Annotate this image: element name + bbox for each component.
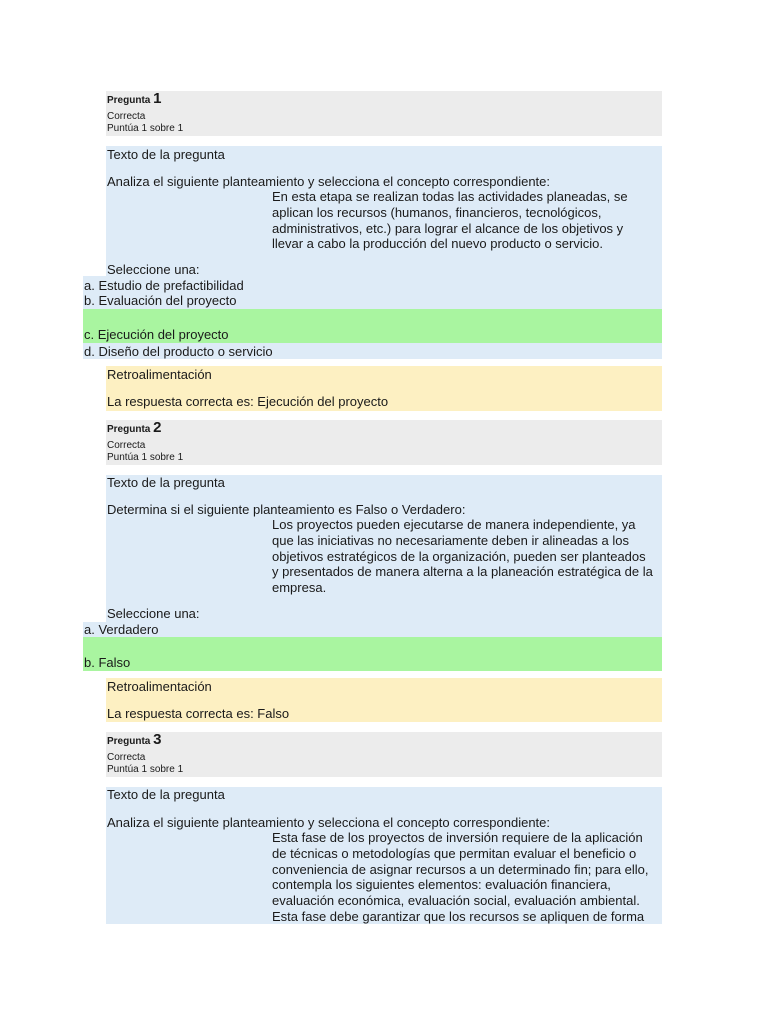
answer-option-a[interactable]: a. Estudio de prefactibilidad [84, 278, 244, 293]
statement-line: de técnicas o metodologías que permitan evaluar el beneficio o [272, 845, 637, 861]
feedback-text: La respuesta correcta es: Ejecución del proyecto [107, 394, 389, 409]
question-prompt: Determina si el siguiente planteamiento es Falso o Verdadero: [107, 502, 466, 517]
statement-line: aplican los recursos (humanos, financieros, tecnológicos, [272, 204, 602, 220]
question-statement [272, 189, 662, 252]
question-text-heading: Texto de la pregunta [107, 787, 225, 802]
question-label: Pregunta [107, 424, 151, 435]
statement-line: y presentados de manera alterna a la planeación estratégica de la [272, 564, 653, 580]
question-state: Correcta [107, 440, 146, 451]
question-statement [272, 830, 662, 925]
select-prompt: Seleccione una: [107, 262, 200, 277]
question-text-heading: Texto de la pregunta [107, 475, 225, 490]
statement-line: contempla los siguientes elementos: evaluación financiera, [272, 877, 611, 893]
question-prompt: Analiza el siguiente planteamiento y selecciona el concepto correspondiente: [107, 815, 551, 830]
answer-option-a[interactable]: a. Verdadero [84, 622, 159, 637]
question-number: 3 [153, 731, 162, 748]
question-grade: Puntúa 1 sobre 1 [107, 123, 184, 134]
question-prompt: Analiza el siguiente planteamiento y selecciona el concepto correspondiente: [107, 174, 551, 189]
statement-line: empresa. [272, 580, 327, 596]
question-1-info [106, 91, 662, 136]
statement-line: evaluación económica, evaluación social, evaluación ambiental. [272, 893, 640, 909]
question-text-heading: Texto de la pregunta [107, 147, 225, 162]
answer-option-b[interactable]: b. Falso [84, 655, 131, 670]
statement-line: Esta fase de los proyectos de inversión requiere de la aplicación [272, 830, 643, 845]
question-3-header [107, 731, 162, 748]
statement-line: que las iniciativas no necesariamente deben ir alineadas a los [272, 532, 629, 548]
question-grade: Puntúa 1 sobre 1 [107, 764, 184, 775]
statement-line: En esta etapa se realizan todas las actividades planeadas, se [272, 189, 628, 204]
feedback-heading: Retroalimentación [107, 679, 212, 694]
statement-line: Esta fase debe garantizar que los recursos se apliquen de forma [272, 908, 645, 924]
statement-line: conveniencia de asignar recursos a un determinado fin; para ello, [272, 861, 649, 877]
question-state: Correcta [107, 752, 146, 763]
statement-line: objetivos estratégicos de la organización, pueden ser planteados [272, 548, 646, 564]
answer-option-c[interactable]: c. Ejecución del proyecto [84, 327, 229, 342]
select-prompt: Seleccione una: [107, 606, 200, 621]
question-2-header [107, 419, 162, 436]
question-2-answer-box [83, 622, 662, 637]
question-3-info [106, 732, 662, 777]
statement-line: Los proyectos pueden ejecutarse de manera independiente, ya [272, 517, 636, 532]
question-state: Correcta [107, 111, 146, 122]
question-grade: Puntúa 1 sobre 1 [107, 452, 184, 463]
statement-line: administrativos, etc.) para lograr el alcance de los objetivos y [272, 220, 624, 236]
feedback-heading: Retroalimentación [107, 367, 212, 382]
question-number: 1 [153, 90, 162, 107]
question-2-info [106, 420, 662, 465]
answer-option-d[interactable]: d. Diseño del producto o servicio [84, 344, 273, 359]
question-label: Pregunta [107, 736, 151, 747]
question-label: Pregunta [107, 95, 151, 106]
question-1-header [107, 90, 162, 107]
feedback-text: La respuesta correcta es: Falso [107, 706, 290, 721]
question-statement [272, 517, 662, 596]
statement-line: llevar a cabo la producción del nuevo producto o servicio. [272, 236, 603, 252]
question-number: 2 [153, 419, 162, 436]
correct-answer-highlight [83, 637, 662, 671]
answer-option-b[interactable]: b. Evaluación del proyecto [84, 293, 237, 308]
